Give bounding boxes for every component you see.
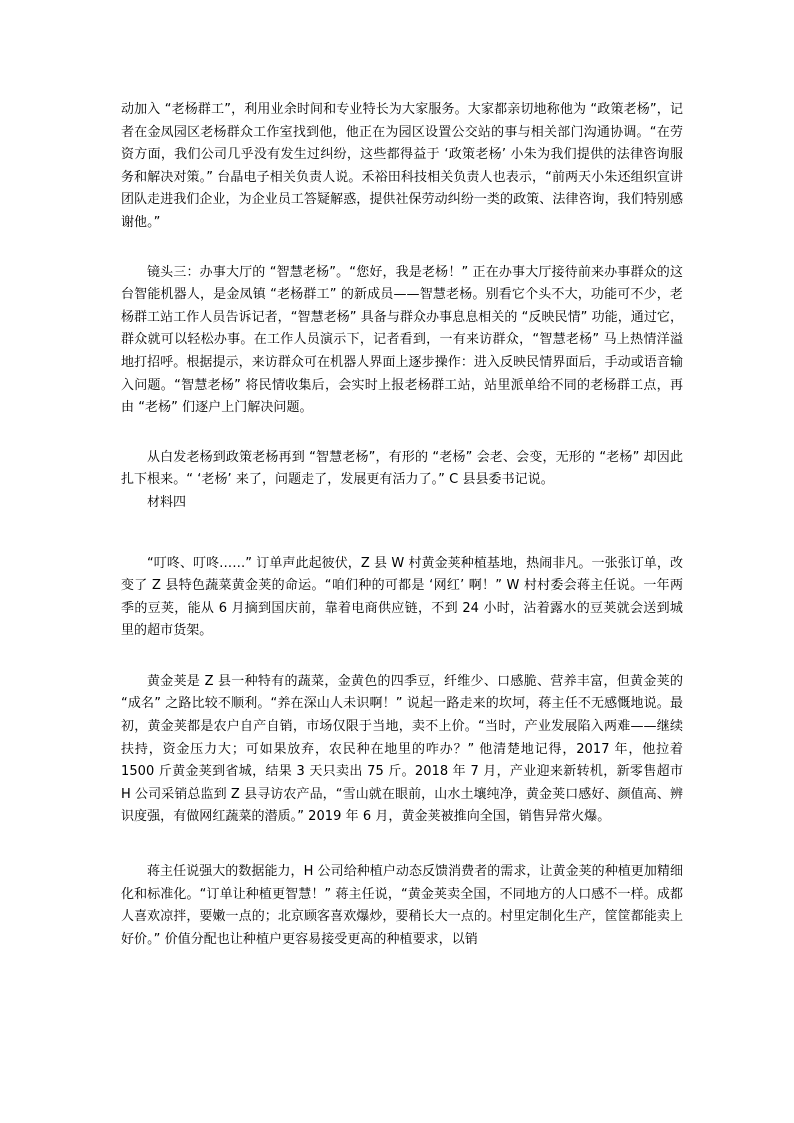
paragraph-policy-laoyang: 动加入 “老杨群工”，利用业余时间和专业特长为大家服务。大家都亲切地称他为 “政策老杨”，记者在金凤园区老杨群众工作室找到他，他正在为园区设置公交站的事与相关部门沟通协调。“在劳资方面，我们公司几乎没有发生过纠纷，这些都得益于 ‘政策老杨’ 小朱为我们提供的法律咨询服务和解决对策。” 台晶电子相关负责人说。禾裕田科技相关负责人也表示，“前两天小朱还组织宣讲团队走进我们企业，为企业员工答疑解惑，提供社保劳动纠纷一类的政策、法律咨询，我们特别感谢他。” (121, 102, 683, 230)
paragraph-smart-laoyang: 镜头三：办事大厅的 “智慧老杨”。“您好，我是老杨！” 正在办事大厅接待前来办事群众的这台智能机器人，是金凤镇 “老杨群工” 的新成员——智慧老杨。别看它个头不大，功能可不少，老杨群工站工作人员告诉记者，“智慧老杨” 具备与群众办事息息相关的 “反映民情” 功能，通过它，群众就可以轻松办事。在工作人员演示下，记者看到，一有来访群众，“智慧老杨” 马上热情洋溢地打招呼。根据提示，来访群众可在机器人界面上逐步操作：进入反映民情界面后，手动或语音输入问题。“智慧老杨” 将民情收集后，会实时上报老杨群工站，站里派单给不同的老杨群工点，再由 “老杨” 们逐户上门解决问题。 (121, 264, 683, 416)
paragraph-order-sound: “叮咚、叮咚……” 订单声此起彼伏，Z 县 W 村黄金荚种植基地，热闹非凡。一张张订单，改变了 Z 县特色蔬菜黄金荚的命运。“咱们种的可都是 ‘网红’ 啊！” W 村村委会蒋主任说。一年两季的豆荚，能从 6 月摘到国庆前，靠着电商供应链，不到 24 小时，沾着露水的豆荚就会送到城里的超市货架。 (121, 555, 683, 639)
section-heading-material-four: 材料四 (147, 494, 187, 510)
paragraph-golden-bean-story: 黄金荚是 Z 县一种特有的蔬菜，金黄色的四季豆，纤维少、口感脆、营养丰富，但黄金荚的 “成名” 之路比较不顺利。“养在深山人未识啊！” 说起一路走来的坎坷，蒋主任不无感慨地说。最初，黄金荚都是农户自产自销，市场仅限于当地，卖不上价。“当时，产业发展陷入两难——继续扶持，资金压力大；可如果放弃，农民种在地里的咋办？” 他清楚地记得，2017 年，他拉着 1500 斤黄金荚到省城，结果 3 天只卖出 75 斤。2018 年 7 月，产业迎来新转机，新零售超市 H 公司采销总监到 Z 县寻访农产品，“雪山就在眼前，山水土壤纯净，黄金荚口感好、颜值高、辨识度强，有做网红蔬菜的潜质。” 2019 年 6 月，黄金荚被推向全国，销售异常火爆。 (121, 673, 683, 825)
paragraph-data-capability: 蒋主任说强大的数据能力，H 公司给种植户动态反馈消费者的需求，让黄金荚的种植更加精细化和标准化。“订单让种植更智慧！” 蒋主任说，“黄金荚卖全国，不同地方的人口感不一样。成都人喜欢凉拌，要嫩一点的；北京顾客喜欢爆炒，要稍长大一点的。村里定制化生产，筐筐都能卖上好价。” 价值分配也让种植户更容易接受更高的种植要求，以销 (121, 864, 684, 947)
document-page (121, 99, 683, 951)
paragraph-summary-laoyang: 从白发老杨到政策老杨再到 “智慧老杨”，有形的 “老杨” 会老、会变，无形的 “老杨” 却因此扎下根来。“ ‘老杨’ 来了，问题走了，发展更有活力了。” C 县县委书记说。 (121, 449, 683, 488)
